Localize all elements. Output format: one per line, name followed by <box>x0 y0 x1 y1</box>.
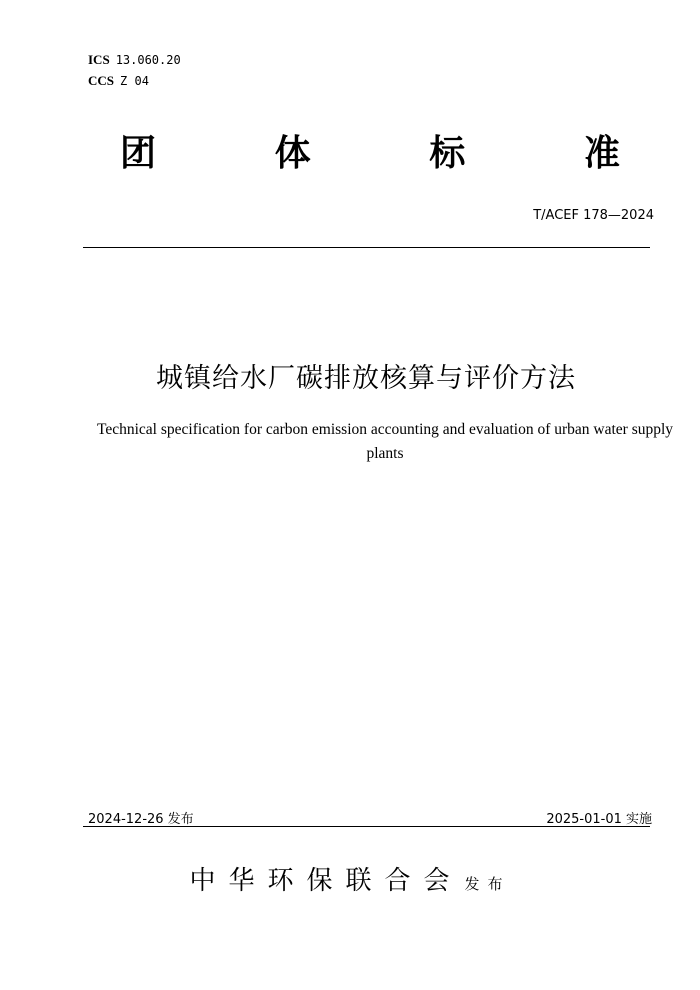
publisher-name: 中华环保联合会 <box>189 866 463 896</box>
standard-type-char: 团 <box>120 133 157 174</box>
footer-divider <box>83 826 650 827</box>
standard-type-char: 准 <box>583 133 620 174</box>
standard-type-char: 标 <box>429 133 466 174</box>
ics-classification <box>88 52 181 68</box>
header-divider <box>83 247 650 248</box>
implementation-date: 2025-01-01 实施 <box>546 812 652 827</box>
document-title-chinese: 城镇给水厂碳排放核算与评价方法 <box>156 363 576 394</box>
ics-value: 13.060.20 <box>115 53 181 67</box>
document-title-english: Technical specification for carbon emission accounting and evaluation of urban water supply plants <box>96 421 674 462</box>
issue-date: 2024-12-26 发布 <box>88 812 194 827</box>
ccs-value: Z 04 <box>120 74 149 88</box>
standard-type-char: 体 <box>274 133 311 174</box>
ics-label: ICS <box>88 52 110 67</box>
ccs-label: CCS <box>88 73 115 88</box>
publisher-line <box>0 860 700 897</box>
standard-type-heading <box>120 132 620 182</box>
ccs-classification <box>88 73 149 89</box>
standard-code: T/ACEF 178—2024 <box>533 208 654 223</box>
publisher-suffix: 发布 <box>464 875 511 893</box>
